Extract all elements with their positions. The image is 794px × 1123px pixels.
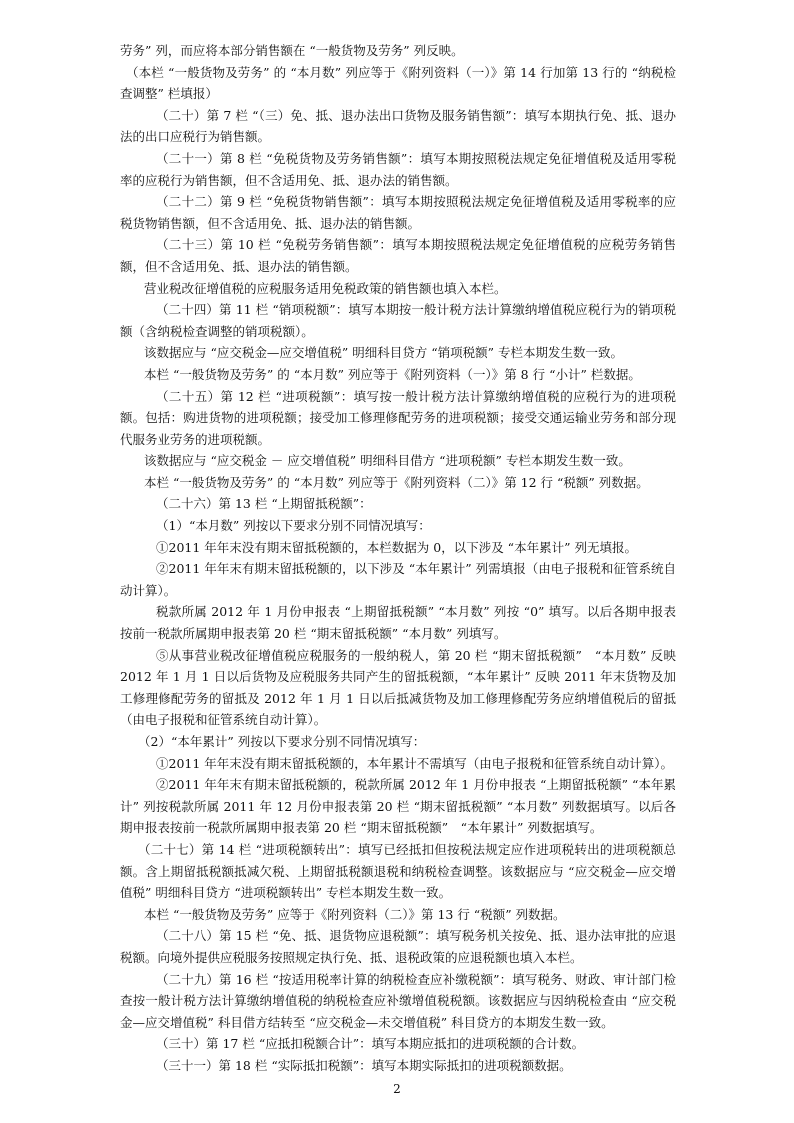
paragraph: （三十）第 17 栏 “应抵扣税额合计”：填写本期应抵扣的进项税额的合计数。 <box>156 1036 585 1052</box>
paragraph: 劳务” 列，而应将本部分销售额在 “一般货物及劳务” 列反映。 <box>120 43 464 58</box>
page-number: 2 <box>393 1082 401 1096</box>
paragraph: （1）“本月数” 列按以下要求分别不同情况填写： <box>156 518 431 534</box>
paragraph: 税款所属 2012 年 1 月份申报表 “上期留抵税额” “本月数” 列按 “0” 填写。以后各期申报表按前一税款所属期申报表第 20 栏 “期末留抵税额” “本月数” 列填写。 <box>120 604 676 642</box>
document-body <box>120 40 676 1077</box>
paragraph: （二十九）第 16 栏 “按适用税率计算的纳税检查应补缴税额”：填写税务、财政、审计部门检查按一般计税方法计算缴纳增值税的纳税检查应补缴增值税税额。该数据应与因纳税检查由 “应交税金—应交增值税” 科目借方结转至 “应交税金—未交增值税” 科目贷方的本期发生数一致。 <box>120 971 676 1030</box>
paragraph: （三十一）第 18 栏 “实际抵扣税额”：填写本期实际抵扣的进项税额数据。 <box>156 1057 572 1073</box>
paragraph: 本栏 “一般货物及劳务” 的 “本月数” 列应等于《附列资料（二）》第 12 行 “税额” 列数据。 <box>144 474 649 490</box>
paragraph: ①2011 年年末没有期末留抵税额的，本栏数据为 0，以下涉及 “本年累计” 列无填报。 <box>156 539 637 555</box>
paragraph: 该数据应与 “应交税金—应交增值税” 明细科目贷方 “销项税额” 专栏本期发生数一致。 <box>144 345 623 361</box>
paragraph: （本栏 “一般货物及劳务” 的 “本月数” 列应等于《附列资料（一）》第 14 行加第 13 行的 “纳税检查调整” 栏填报） <box>120 64 676 102</box>
paragraph: （二十二）第 9 栏 “免税货物销售额”：填写本期按照税法规定免征增值税及适用零税率的应税货物销售额，但不含适用免、抵、退办法的销售额。 <box>120 194 676 231</box>
paragraph: （二十一）第 8 栏 “免税货物及劳务销售额”：填写本期按照税法规定免征增值税及适用零税率的应税行为销售额，但不含适用免、抵、退办法的销售额。 <box>120 150 676 188</box>
paragraph: （二十四）第 11 栏 “销项税额”：填写本期按一般计税方法计算缴纳增值税应税行为的销项税额（含纳税检查调整的销项税额）。 <box>120 302 676 339</box>
paragraph: （二十）第 7 栏 “（三）免、抵、退办法出口货物及服务销售额”：填写本期执行免、抵、退办法的出口应税行为销售额。 <box>120 107 676 145</box>
paragraph: （二十五）第 12 栏 “进项税额”：填写按一般计税方法计算缴纳增值税的应税行为的进项税额。包括：购进货物的进项税额；接受加工修理修配劳务的进项税额；接受交通运输业劳务和部分现代服务业劳务的进项税额。 <box>120 388 676 447</box>
paragraph: ①2011 年年末没有期末留抵税额的，本年累计不需填写（由电子报税和征管系统自动计算）。 <box>156 755 674 771</box>
paragraph: （2）“本年累计” 列按以下要求分别不同情况填写： <box>138 734 426 749</box>
paragraph: 本栏 “一般货物及劳务” 应等于《附列资料（二）》第 13 行 “税额” 列数据。 <box>144 906 566 922</box>
paragraph: （二十七）第 14 栏 “进项税额转出”：填写已经抵扣但按税法规定应作进项税转出的进项税额总额。含上期留抵税额抵减欠税、上期留抵税额退税和纳税检查调整。该数据应与 “应交税金—应交增值税” 明细科目贷方 “进项税额转出” 专栏本期发生数一致。 <box>120 841 676 901</box>
paragraph: （二十六）第 13 栏 “上期留抵税额”： <box>156 496 372 512</box>
paragraph: （二十八）第 15 栏 “免、抵、退货物应退税额”：填写税务机关按免、抵、退办法审批的应退税额。向境外提供应税服务按照规定执行免、抵、退税政策的应退税额也填入本栏。 <box>120 928 676 965</box>
paragraph: 本栏 “一般货物及劳务” 的 “本月数” 列应等于《附列资料（一）》第 8 行 “小计” 栏数据。 <box>144 366 641 382</box>
paragraph: ⑤从事营业税改征增值税应税服务的一般纳税人，第 20 栏 “期末留抵税额” “本月数” 反映 2012 年 1 月 1 日以后货物及应税服务共同产生的留抵税额，“本年累计” 反映 2011 年末货物及加工修理修配劳务的留抵及 2012 年 1 月 1 日以后抵减货物及加工修理修配劳务应纳增值税后的留抵（由电子报税和征管系统自动计算）。 <box>120 647 676 728</box>
paragraph: ②2011 年年末有期末留抵税额的，税款所属 2012 年 1 月份申报表 “上期留抵税额” “本年累计” 列按税款所属 2011 年 12 月份申报表第 20 栏 “期末留抵税额” “本月数” 列数据填写。以后各期申报表按前一税款所属期申报表第 20 栏 “期末留抵税额” “本年累计” 列数据填写。 <box>120 777 676 836</box>
paragraph: 营业税改征增值税的应税服务适用免税政策的销售额也填入本栏。 <box>144 280 507 296</box>
paragraph: ②2011 年年末有期末留抵税额的，以下涉及 “本年累计” 列需填报（由电子报税和征管系统自动计算）。 <box>120 561 676 598</box>
paragraph: 该数据应与 “应交税金 － 应交增值税” 明细科目借方 “进项税额” 专栏本期发生数一致。 <box>144 453 631 469</box>
paragraph: （二十三）第 10 栏 “免税劳务销售额”：填写本期按照税法规定免征增值税的应税劳务销售额，但不含适用免、抵、退办法的销售额。 <box>120 237 676 274</box>
